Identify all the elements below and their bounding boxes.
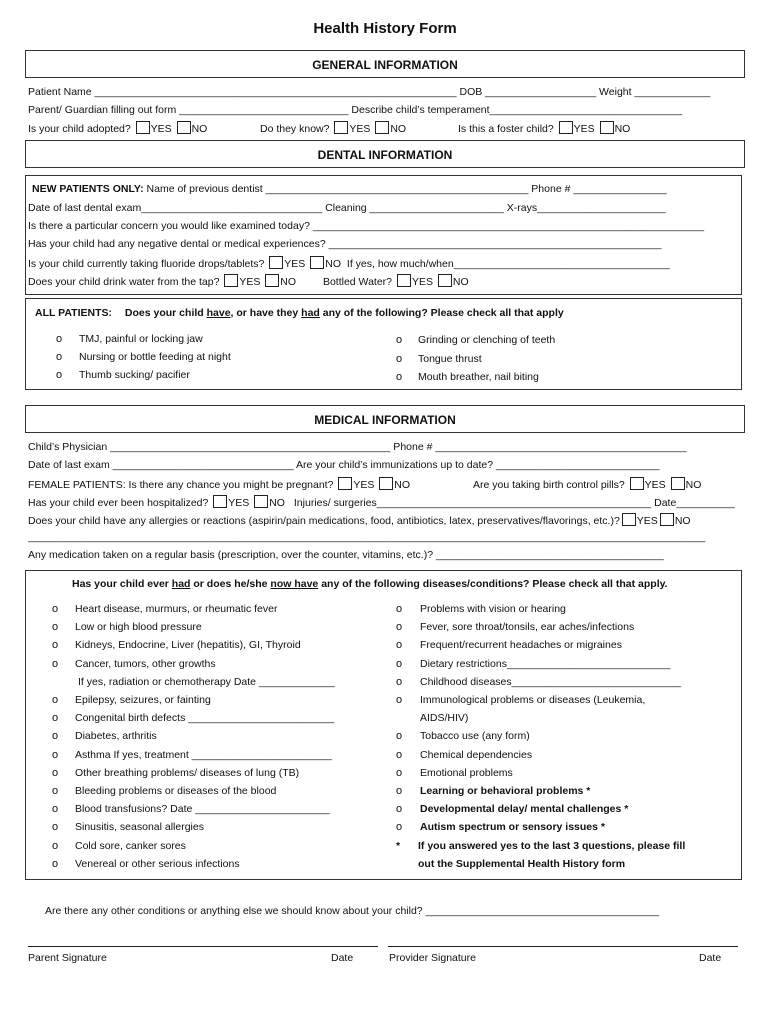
condition-label: Nursing or bottle feeding at night	[79, 351, 231, 363]
checkbox-bullet[interactable]: o	[52, 730, 59, 743]
pregnant-yes-checkbox[interactable]	[338, 477, 352, 490]
condition-label: Sinusitis, seasonal allergies	[75, 821, 204, 834]
birth-control-question: Are you taking birth control pills?	[473, 479, 625, 491]
all-patients-row	[35, 307, 564, 319]
other-conditions-line[interactable]: Are there any other conditions or anything else we should know about your child? ________________________________________	[45, 905, 660, 917]
condition-label: Dietary restrictions____________________________	[420, 657, 671, 670]
no-label: NO	[191, 123, 208, 135]
foster-no-checkbox[interactable]	[600, 121, 614, 134]
condition-label: Cold sore, canker sores	[75, 839, 186, 852]
condition-label: Fever, sore throat/tonsils, ear aches/infections	[420, 621, 635, 634]
yes-label: YES	[239, 276, 261, 288]
hospitalized-row	[28, 495, 735, 509]
all-had: had	[301, 307, 320, 319]
checkbox-bullet[interactable]: o	[52, 712, 59, 725]
pregnant-no-checkbox[interactable]	[379, 477, 393, 490]
condition-label: Tongue thrust	[418, 352, 482, 365]
no-label: NO	[390, 123, 407, 135]
condition-label: Kidneys, Endocrine, Liver (hepatitis), GI, Thyroid	[75, 639, 301, 652]
condition-label: Blood transfusions? Date _______________________	[75, 803, 330, 816]
checkbox-bullet[interactable]: o	[396, 803, 403, 816]
bottled-water-question: Bottled Water?	[322, 276, 393, 288]
physician-line[interactable]: Child’s Physician ________________________________________________ Phone # ___________________________________________	[28, 441, 687, 453]
all-q2: , or have they	[230, 307, 302, 319]
tap-yes-checkbox[interactable]	[224, 274, 238, 287]
water-row	[28, 274, 469, 288]
know-yes-checkbox[interactable]	[334, 121, 348, 134]
provider-date-label: Date	[699, 952, 722, 964]
condition-label: Diabetes, arthritis	[75, 730, 157, 743]
previous-dentist-field: Name of previous dentist _____________________________________________ Phone # ________________	[146, 183, 667, 195]
checkbox-bullet[interactable]: o	[52, 694, 59, 706]
yes-label: YES	[228, 497, 250, 509]
fluoride-row	[28, 256, 670, 270]
cond-q3: any of the following diseases/conditions? Please check all that apply.	[318, 578, 668, 590]
birth-control-row	[473, 477, 701, 491]
checkbox-bullet[interactable]: o	[56, 351, 63, 363]
conditions-box	[25, 570, 742, 880]
condition-label: Bleeding problems or diseases of the blood	[75, 785, 277, 797]
checkbox-bullet[interactable]: o	[52, 621, 59, 634]
condition-label: Tobacco use (any form)	[420, 730, 530, 743]
condition-label: Cancer, tumors, other growths	[75, 657, 216, 670]
checkbox-bullet[interactable]: o	[52, 603, 59, 615]
condition-label: Problems with vision or hearing	[420, 603, 566, 615]
no-label: NO	[394, 479, 411, 491]
checkbox-bullet[interactable]: o	[396, 821, 403, 834]
checkbox-bullet[interactable]: o	[52, 748, 59, 761]
checkbox-bullet[interactable]: o	[52, 766, 59, 779]
adopted-no-checkbox[interactable]	[177, 121, 191, 134]
general-heading: GENERAL INFORMATION	[312, 58, 458, 72]
parent-signature-line[interactable]	[28, 946, 378, 947]
foster-question: Is this a foster child?	[458, 123, 554, 135]
fluoride-yes-checkbox[interactable]	[269, 256, 283, 269]
cond-q2: or does he/she	[190, 578, 271, 590]
checkbox-bullet[interactable]: o	[52, 639, 59, 652]
provider-signature-line[interactable]	[388, 946, 738, 947]
birth-yes-checkbox[interactable]	[630, 477, 644, 490]
condition-label: Autism spectrum or sensory issues *	[420, 821, 605, 834]
condition-label: Childhood diseases_____________________________	[420, 675, 681, 688]
checkbox-bullet[interactable]: o	[396, 603, 403, 615]
condition-label: Emotional problems	[420, 766, 513, 779]
fluoride-no-checkbox[interactable]	[310, 256, 324, 269]
medical-heading: MEDICAL INFORMATION	[314, 413, 456, 427]
know-no-checkbox[interactable]	[375, 121, 389, 134]
no-label: NO	[280, 276, 297, 288]
allergy-no-checkbox[interactable]	[660, 513, 674, 526]
checkbox-bullet[interactable]: o	[396, 334, 403, 346]
asterisk: *	[396, 839, 401, 852]
checkbox-bullet[interactable]: o	[52, 785, 59, 797]
cond-q1: Has your child ever	[72, 578, 172, 590]
form-title: Health History Form	[313, 20, 457, 37]
adopted-row	[28, 121, 207, 135]
new-patients-row[interactable]	[32, 183, 667, 195]
tap-water-question: Does your child drink water from the tap?	[28, 276, 220, 288]
checkbox-bullet[interactable]: o	[396, 352, 403, 365]
fluoride-question: Is your child currently taking fluoride drops/tablets?	[28, 258, 265, 270]
condition-label: Learning or behavioral problems *	[420, 785, 591, 797]
checkbox-bullet[interactable]: o	[396, 694, 403, 706]
condition-label: Venereal or other serious infections	[75, 857, 240, 870]
last-dental-exam-line[interactable]: Date of last dental exam_______________________________ Cleaning _______________________ X-rays______________________	[28, 202, 666, 214]
allergies-row	[28, 513, 691, 527]
checkbox-bullet[interactable]: o	[52, 821, 59, 834]
hosp-yes-checkbox[interactable]	[213, 495, 227, 508]
checkbox-bullet[interactable]: o	[52, 803, 59, 816]
bottled-no-checkbox[interactable]	[438, 274, 452, 287]
condition-label: Low or high blood pressure	[75, 621, 202, 634]
injuries-field[interactable]: Injuries/ surgeries_______________________________________________ Date__________	[293, 497, 735, 509]
concern-line[interactable]: Is there a particular concern you would like examined today? ___________________________________________________________________	[28, 220, 705, 232]
allergy-detail-line[interactable]: ____________________________________________________________________________________________________________________	[28, 531, 706, 543]
checkbox-bullet[interactable]: o	[396, 748, 403, 761]
condition-label: Frequent/recurrent headaches or migraines	[420, 639, 622, 652]
checkbox-bullet[interactable]: o	[396, 766, 403, 779]
no-label: NO	[269, 497, 285, 509]
condition-label: Congenital birth defects _________________________	[75, 712, 335, 725]
new-patients-label: NEW PATIENTS ONLY:	[32, 183, 144, 195]
checkbox-bullet[interactable]: o	[396, 730, 403, 743]
foster-yes-checkbox[interactable]	[559, 121, 573, 134]
yes-label: YES	[284, 258, 306, 270]
hospitalized-question: Has your child ever been hospitalized?	[28, 497, 209, 509]
negative-experience-line[interactable]: Has your child had any negative dental or medical experiences? _________________________________________________________	[28, 238, 662, 250]
parent-date-label: Date	[331, 952, 354, 964]
patient-name-line[interactable]: Patient Name ______________________________________________________________ DOB ___________________ Weight _____________	[28, 86, 711, 98]
provider-signature-label: Provider Signature	[389, 952, 476, 964]
condition-label: Epilepsy, seizures, or fainting	[75, 694, 211, 706]
condition-label: If yes, radiation or chemotherapy Date _____________	[78, 675, 335, 688]
adopted-question: Is your child adopted?	[28, 123, 131, 135]
birth-no-checkbox[interactable]	[671, 477, 685, 490]
yes-label: YES	[349, 123, 371, 135]
all-patients-label: ALL PATIENTS:	[35, 307, 112, 319]
checkbox-bullet[interactable]: o	[396, 621, 403, 634]
yes-label: YES	[573, 123, 595, 135]
pregnant-question: FEMALE PATIENTS: Is there any chance you might be pregnant?	[28, 479, 334, 491]
parent-signature-label: Parent Signature	[28, 952, 107, 964]
allergies-question: Does your child have any allergies or reactions (aspirin/pain medications, food, antibiotics, latex, preservatives/flavorings, etc.)?	[28, 515, 620, 527]
no-label: NO	[685, 479, 702, 491]
foster-row	[458, 121, 630, 135]
checkbox-bullet[interactable]: o	[396, 785, 403, 797]
yes-label: YES	[644, 479, 666, 491]
yes-label: YES	[353, 479, 375, 491]
female-row	[28, 477, 410, 491]
cond-now: now have	[270, 578, 319, 590]
checkbox-bullet[interactable]: o	[52, 839, 59, 852]
hosp-no-checkbox[interactable]	[254, 495, 268, 508]
know-row	[260, 121, 406, 135]
condition-label: Immunological problems or diseases (Leukemia,	[420, 694, 646, 706]
all-q1: Does your child	[124, 307, 207, 319]
condition-label: Other breathing problems/ diseases of lung (TB)	[75, 766, 300, 779]
fluoride-amount-field[interactable]: If yes, how much/when_____________________________________	[346, 258, 670, 270]
guardian-line[interactable]: Parent/ Guardian filling out form _____________________________ Describe child’s temperament_________________________________	[28, 104, 683, 116]
no-label: NO	[452, 276, 469, 288]
condition-label: out the Supplemental Health History form	[418, 857, 626, 870]
no-label: NO	[325, 258, 341, 270]
condition-label: If you answered yes to the last 3 questions, please fill	[418, 839, 686, 852]
all-have: have	[206, 307, 231, 319]
condition-label: TMJ, painful or locking jaw	[79, 333, 203, 345]
dental-heading: DENTAL INFORMATION	[317, 148, 453, 162]
bottled-yes-checkbox[interactable]	[397, 274, 411, 287]
tap-no-checkbox[interactable]	[265, 274, 279, 287]
medication-line[interactable]: Any medication taken on a regular basis (prescription, over the counter, vitamins, etc.)? _______________________________________	[28, 549, 664, 561]
checkbox-bullet[interactable]: o	[396, 371, 403, 383]
allergy-yes-checkbox[interactable]	[622, 513, 636, 526]
checkbox-bullet[interactable]: o	[396, 639, 403, 652]
condition-label: Mouth breather, nail biting	[418, 371, 539, 383]
condition-label: Developmental delay/ mental challenges *	[420, 803, 629, 816]
yes-label: YES	[636, 515, 658, 527]
checkbox-bullet[interactable]: o	[56, 333, 63, 345]
condition-label: AIDS/HIV)	[420, 712, 469, 725]
last-exam-line[interactable]: Date of last exam _______________________________ Are your child’s immunizations up to date? ____________________________	[28, 459, 660, 471]
checkbox-bullet[interactable]: o	[396, 657, 403, 670]
cond-had: had	[171, 578, 191, 590]
know-question: Do they know?	[260, 123, 330, 135]
conditions-question	[72, 578, 668, 590]
no-label: NO	[614, 123, 631, 135]
condition-label: Chemical dependencies	[420, 748, 533, 761]
checkbox-bullet[interactable]: o	[52, 857, 59, 870]
condition-label: Grinding or clenching of teeth	[418, 334, 556, 346]
all-q3: any of the following? Please check all that apply	[319, 307, 564, 319]
condition-label: Heart disease, murmurs, or rheumatic fever	[75, 603, 278, 615]
yes-label: YES	[411, 276, 433, 288]
condition-label: Thumb sucking/ pacifier	[79, 369, 190, 381]
condition-label: Asthma If yes, treatment ________________________	[75, 748, 332, 761]
checkbox-bullet[interactable]: o	[52, 657, 59, 670]
checkbox-bullet[interactable]: o	[396, 675, 403, 688]
checkbox-bullet[interactable]: o	[56, 369, 63, 381]
no-label: NO	[674, 515, 691, 527]
adopted-yes-checkbox[interactable]	[136, 121, 150, 134]
yes-label: YES	[150, 123, 172, 135]
